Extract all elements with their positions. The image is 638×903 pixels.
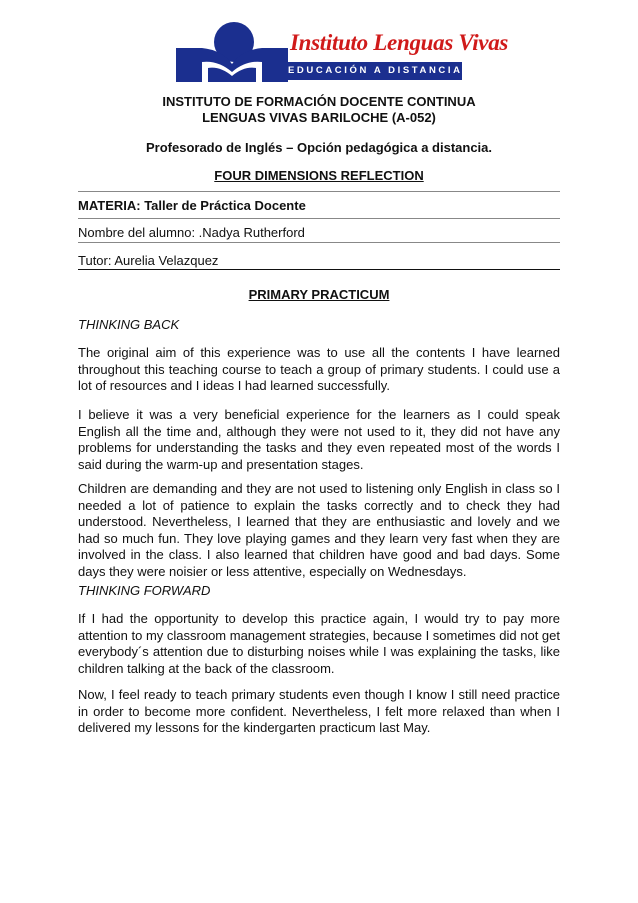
logo-subtitle: EDUCACIÓN A DISTANCIA (288, 62, 462, 80)
divider (78, 218, 560, 219)
paragraph: If I had the opportunity to develop this practice again, I would try to pay more attention to my classroom management strategies, because I sometimes did not get everybody´s attention due to disturbing noises while I was explaining the tasks, like children talking at the back of the classroom. (78, 611, 560, 676)
paragraph: I believe it was a very beneficial experience for the learners as I could speak English all the time and, although they were not used to it, they did not have any problems for understanding the tasks and they even repeated most of the words I said during the warm-up and presentation stages. (78, 407, 560, 472)
paragraph: The original aim of this experience was to use all the contents I have learned throughout this teaching course to teach a group of primary students. I could use a lot of resources and I ideas I had learned successfully. (78, 345, 560, 393)
section-heading-thinking-forward: THINKING FORWARD (78, 583, 211, 598)
tutor-field: Tutor: Aurelia Velazquez (78, 253, 219, 268)
logo-name: Instituto Lenguas Vivas (290, 30, 509, 55)
materia-field: MATERIA: Taller de Práctica Docente (78, 198, 306, 213)
divider (78, 269, 560, 270)
paragraph: Children are demanding and they are not used to listening only English in class so I needed a lot of patience to explain the tasks correctly and to check they had understood. Nevertheless, I learned that they are enthusiastic and lovely and we had so much fun. They love playing games and they learn very fast when they are involved in the class. I also learned that children have good and bad days. Some days they were noisier or less attentive, especially on Wednesdays. (78, 481, 560, 579)
student-name-field: Nombre del alumno: .Nadya Rutherford (78, 225, 305, 240)
institution-line2: LENGUAS VIVAS BARILOCHE (A-052) (202, 110, 436, 125)
open-book-sun-logo-mark (172, 20, 288, 82)
divider (78, 242, 560, 243)
document-title: FOUR DIMENSIONS REFLECTION (214, 168, 424, 183)
institution-line1: INSTITUTO DE FORMACIÓN DOCENTE CONTINUA (162, 94, 476, 109)
section-heading-thinking-back: THINKING BACK (78, 317, 180, 332)
section-title: PRIMARY PRACTICUM (248, 287, 390, 302)
paragraph: Now, I feel ready to teach primary students even though I know I still need practice in order to become more confident. Nevertheless, I felt more relaxed than when I delivered my lessons for the kindergarten practicum last May. (78, 687, 560, 735)
institute-logo (172, 20, 509, 82)
program-line: Profesorado de Inglés – Opción pedagógica a distancia. (145, 140, 493, 155)
divider (78, 191, 560, 192)
